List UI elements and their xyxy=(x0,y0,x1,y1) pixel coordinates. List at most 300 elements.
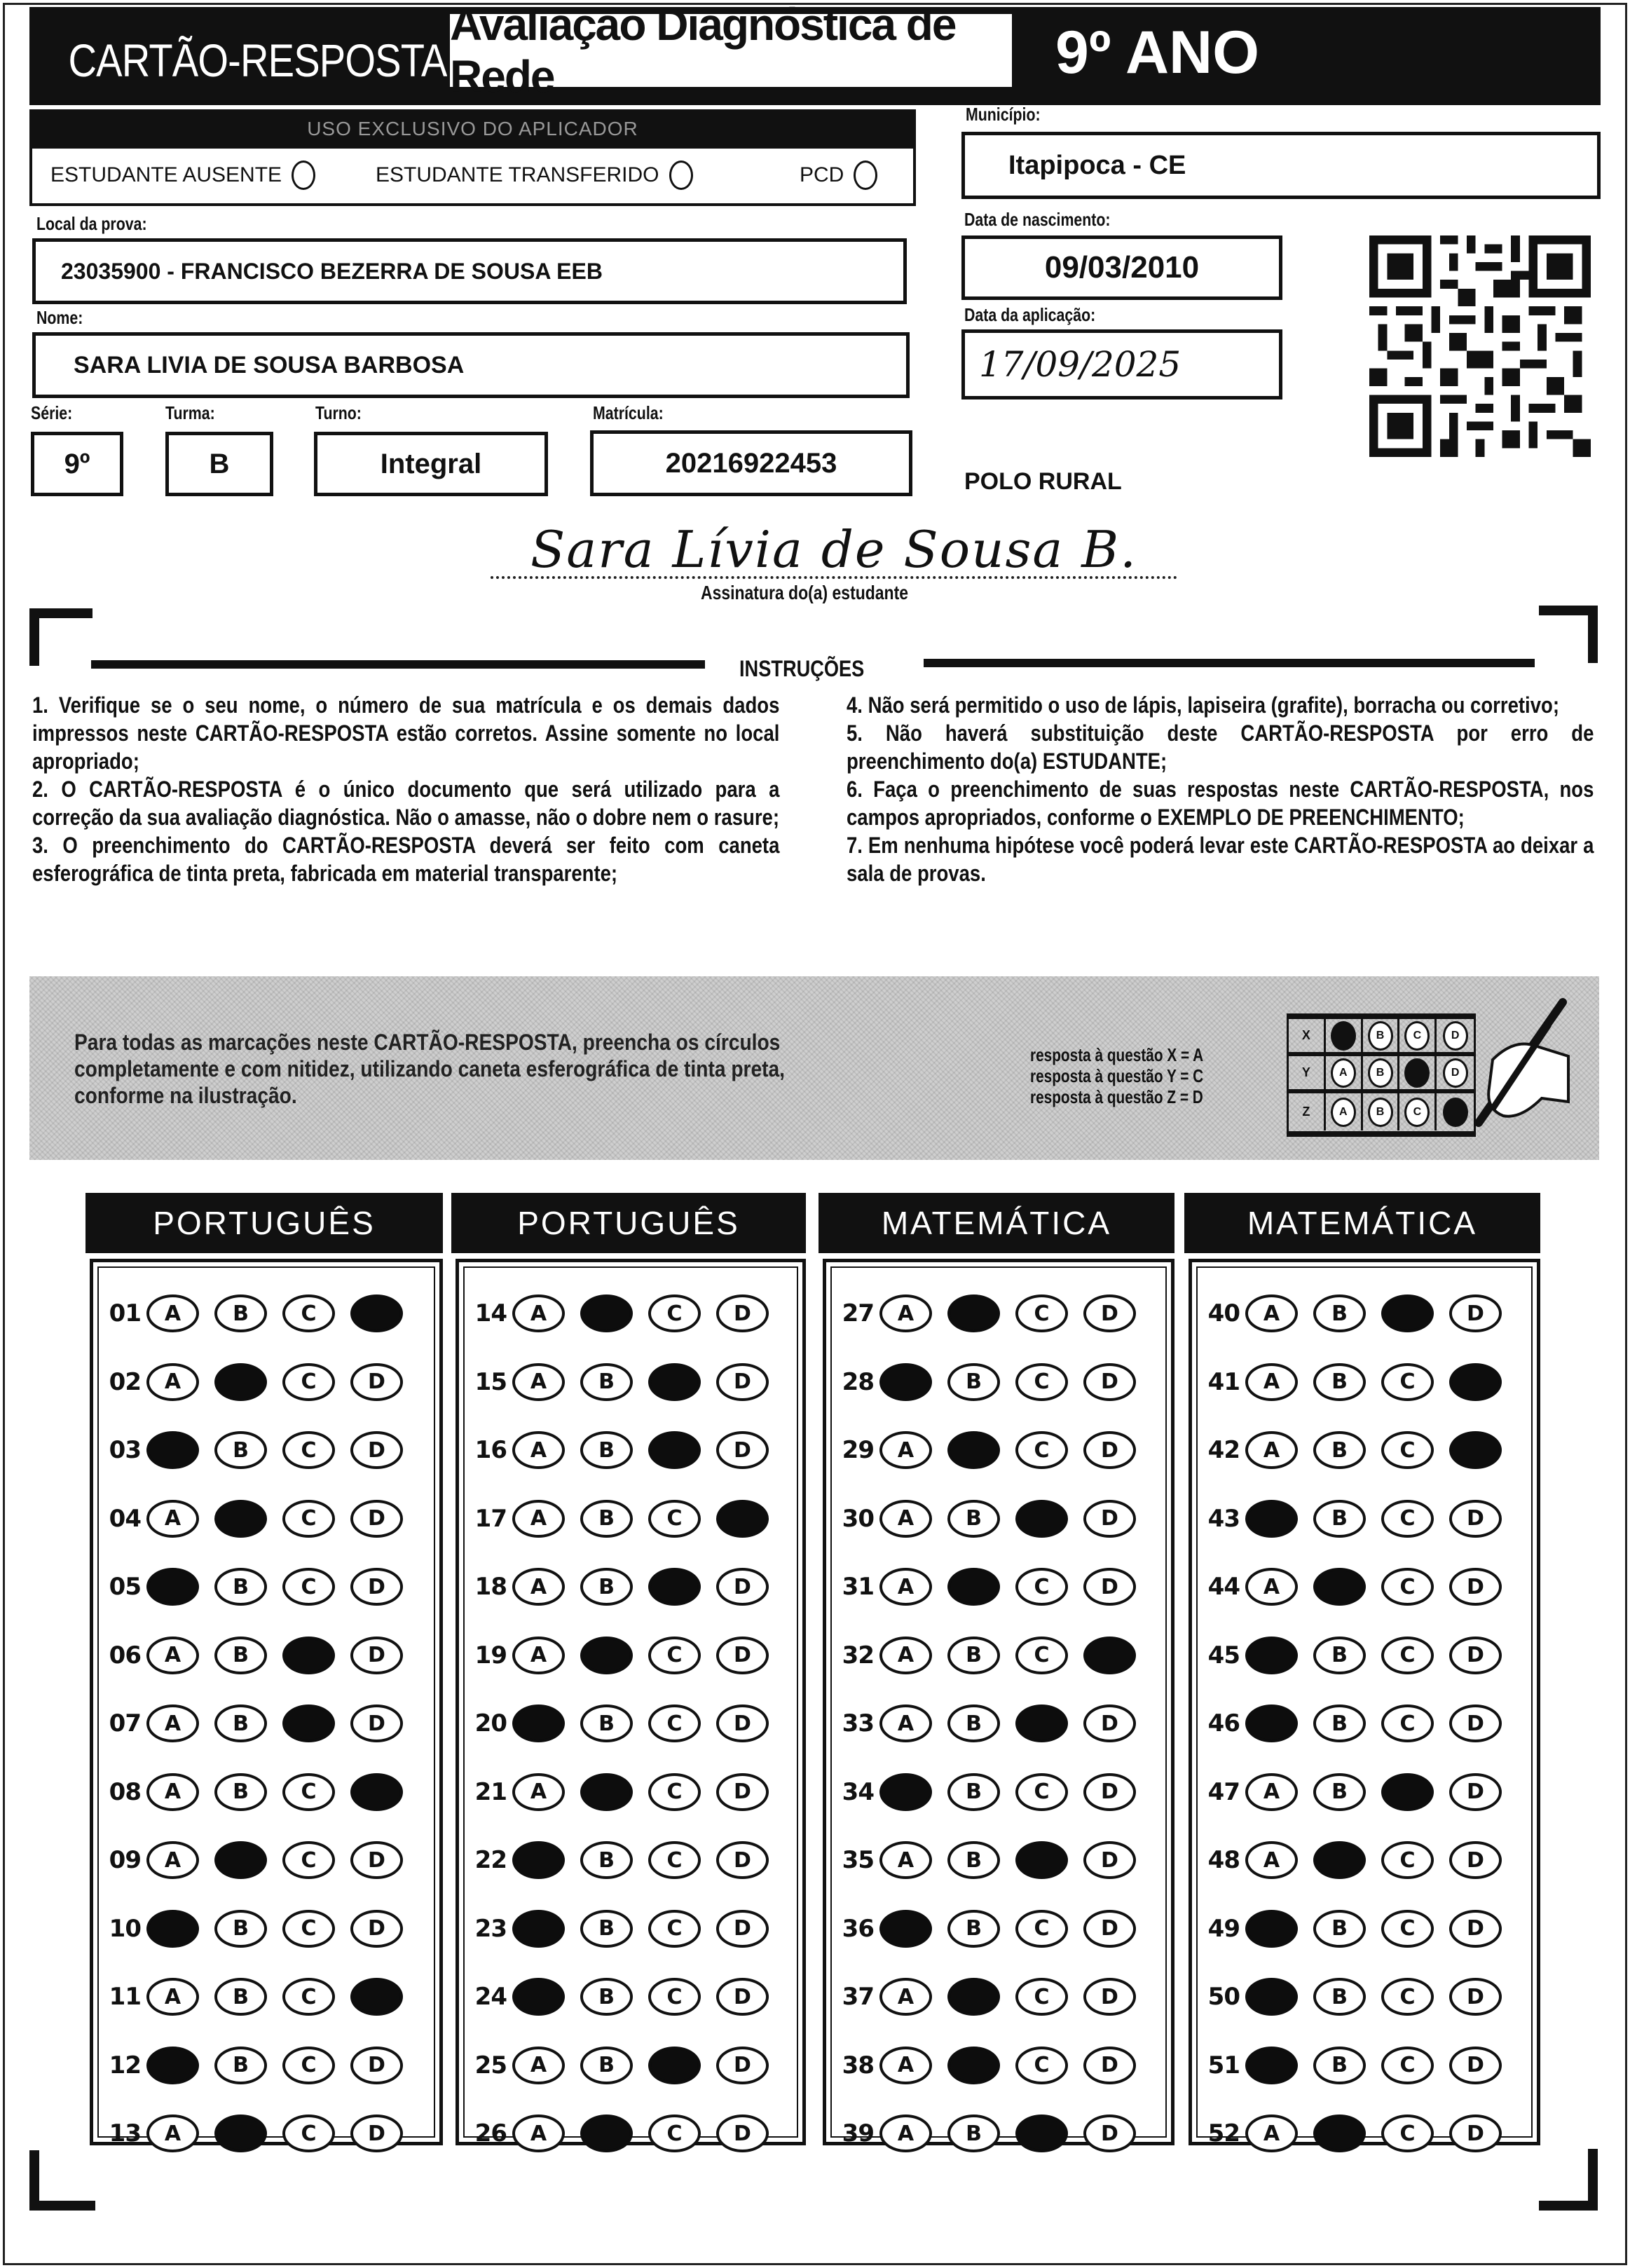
answer-bubble-a[interactable]: A xyxy=(512,1294,565,1332)
answer-bubble-a[interactable]: A xyxy=(1245,1841,1298,1879)
answer-bubble-d[interactable]: D xyxy=(1083,1841,1136,1879)
answer-bubble-b[interactable]: B xyxy=(1313,1637,1366,1674)
answer-bubble-c[interactable]: C xyxy=(1381,1363,1434,1401)
answer-bubble-b[interactable] xyxy=(947,1431,1000,1469)
exam-title: Avaliação Diagnóstica de Rede xyxy=(447,11,1015,90)
answer-bubble-a[interactable]: A xyxy=(146,1637,199,1674)
answer-row xyxy=(833,1426,1151,1475)
answer-bubble-b[interactable] xyxy=(214,2115,267,2152)
answer-bubble-d[interactable] xyxy=(350,1773,403,1811)
answer-bubble-a[interactable]: A xyxy=(146,1978,199,2016)
example-cell xyxy=(1363,1056,1400,1089)
answer-bubble-b[interactable]: B xyxy=(214,1978,267,2016)
question-number: 31 xyxy=(842,1573,874,1601)
answer-bubble-a[interactable]: A xyxy=(512,2047,565,2084)
answer-bubble-a[interactable]: A xyxy=(879,1500,932,1538)
answer-bubble-a[interactable]: A xyxy=(146,2115,199,2152)
answer-bubble-d[interactable]: D xyxy=(1083,1431,1136,1469)
corner-mark-top-left xyxy=(29,608,39,666)
answer-bubble-c[interactable]: C xyxy=(648,1841,701,1879)
answer-bubble-c[interactable]: C xyxy=(1381,1431,1434,1469)
answer-bubble-a[interactable]: A xyxy=(512,2115,565,2152)
answer-bubble-c[interactable] xyxy=(1015,2115,1068,2152)
answer-bubble-b[interactable] xyxy=(1313,2115,1366,2152)
answer-bubble-d[interactable]: D xyxy=(350,1431,403,1469)
answer-bubble-b[interactable] xyxy=(580,1294,633,1332)
answer-bubble-c[interactable]: C xyxy=(648,1500,701,1538)
question-number: 34 xyxy=(842,1777,874,1806)
example-cell xyxy=(1399,1019,1437,1052)
answer-bubble-c[interactable] xyxy=(1381,1773,1434,1811)
fill-example-text: Para todas as marcações neste CARTÃO-RESPOSTA, preencha os círculos completamente e com nitidez, utilizando caneta esferográfica de tinta preta, conforme na ilustração. xyxy=(74,1030,786,1108)
answer-bubble-b[interactable] xyxy=(947,1978,1000,2016)
answer-bubble-c[interactable] xyxy=(282,1705,335,1742)
answer-bubble-b[interactable] xyxy=(1313,1841,1366,1879)
answer-bubble-c[interactable] xyxy=(1015,1841,1068,1879)
answer-bubble-d[interactable]: D xyxy=(1083,1363,1136,1401)
answer-bubble-c[interactable]: C xyxy=(1015,1773,1068,1811)
answer-bubble-c[interactable]: C xyxy=(282,1841,335,1879)
answer-bubble-d[interactable]: D xyxy=(350,1568,403,1606)
answer-bubble-b[interactable]: B xyxy=(580,1431,633,1469)
answer-bubble-d[interactable]: D xyxy=(1083,2115,1136,2152)
answer-bubble-d[interactable]: D xyxy=(716,1363,769,1401)
answer-row xyxy=(1199,1426,1517,1475)
answer-bubble-c[interactable] xyxy=(1015,1500,1068,1538)
answer-bubble-a[interactable]: A xyxy=(146,1363,199,1401)
question-number: 01 xyxy=(109,1299,141,1327)
answer-grid-3 xyxy=(823,1259,1174,2145)
answer-bubble-a[interactable]: A xyxy=(512,1637,565,1674)
answer-bubble-d[interactable]: D xyxy=(1083,1705,1136,1742)
answer-row xyxy=(833,2109,1151,2158)
answer-bubble-d[interactable]: D xyxy=(716,1910,769,1948)
answer-bubble-d[interactable]: D xyxy=(716,2115,769,2152)
answer-bubble-c[interactable] xyxy=(648,2047,701,2084)
answer-bubble-d[interactable]: D xyxy=(1449,1500,1502,1538)
answer-row xyxy=(1199,1836,1517,1885)
answer-row xyxy=(833,1836,1151,1885)
option-pcd[interactable] xyxy=(800,160,877,190)
answer-bubble-a[interactable] xyxy=(879,1363,932,1401)
answer-bubble-c[interactable]: C xyxy=(1015,1910,1068,1948)
answer-bubble-d[interactable] xyxy=(1083,1637,1136,1674)
question-number: 33 xyxy=(842,1709,874,1737)
answer-bubble-b[interactable]: B xyxy=(947,2115,1000,2152)
answer-bubble-d[interactable]: D xyxy=(1449,2047,1502,2084)
answer-row xyxy=(100,2109,418,2158)
answer-bubble-b[interactable]: B xyxy=(214,1705,267,1742)
example-bubble-b: B xyxy=(1368,1058,1393,1088)
question-number: 20 xyxy=(474,1709,507,1737)
corner-mark-bottom-right xyxy=(1539,2201,1598,2211)
turma-label: Turma: xyxy=(165,402,215,423)
answer-bubble-a[interactable]: A xyxy=(146,1841,199,1879)
answer-bubble-b[interactable]: B xyxy=(214,1910,267,1948)
answer-bubble-c[interactable]: C xyxy=(1381,2047,1434,2084)
municipio-label: Município: xyxy=(966,104,1041,125)
answer-bubble-d[interactable]: D xyxy=(350,2047,403,2084)
answer-row xyxy=(1199,1972,1517,2021)
answer-row xyxy=(100,1904,418,1953)
answer-bubble-b[interactable]: B xyxy=(947,1910,1000,1948)
turno-value: Integral xyxy=(380,448,482,479)
answer-grid-1 xyxy=(90,1259,443,2145)
answer-bubble-a[interactable]: A xyxy=(146,1705,199,1742)
subject-header-3: MATEMÁTICA xyxy=(819,1193,1174,1253)
answer-bubble-a[interactable]: A xyxy=(1245,1568,1298,1606)
answer-bubble-b[interactable]: B xyxy=(1313,1773,1366,1811)
subject-header-1: PORTUGUÊS xyxy=(85,1193,443,1253)
answer-bubble-c[interactable]: C xyxy=(282,2047,335,2084)
answer-bubble-a[interactable]: A xyxy=(146,1294,199,1332)
instruction-item: 1. Verifique se o seu nome, o número de sua matrícula e os demais dados impressos neste CARTÃO-RESPOSTA estão corretos. Assine somente no local apropriado; xyxy=(32,692,780,774)
answer-bubble-c[interactable]: C xyxy=(1015,1637,1068,1674)
answer-bubble-a[interactable] xyxy=(512,1841,565,1879)
answer-bubble-b[interactable] xyxy=(580,1637,633,1674)
answer-bubble-c[interactable] xyxy=(282,1637,335,1674)
answer-bubble-c[interactable]: C xyxy=(282,1294,335,1332)
instructions-left-column xyxy=(32,691,779,887)
question-number: 49 xyxy=(1207,1914,1240,1943)
answer-bubble-d[interactable]: D xyxy=(716,1978,769,2016)
question-number: 09 xyxy=(109,1846,141,1874)
answer-bubble-d[interactable] xyxy=(1449,1431,1502,1469)
answer-bubble-c[interactable]: C xyxy=(1015,1978,1068,2016)
answer-bubble-b[interactable]: B xyxy=(580,1978,633,2016)
question-number: 38 xyxy=(842,2051,874,2079)
answer-bubble-a[interactable]: A xyxy=(879,1705,932,1742)
answer-bubble-b[interactable]: B xyxy=(214,1637,267,1674)
answer-bubble-a[interactable] xyxy=(146,1568,199,1606)
answer-bubble-b[interactable]: B xyxy=(1313,1705,1366,1742)
answer-bubble-a[interactable]: A xyxy=(879,1294,932,1332)
answer-bubble-b[interactable]: B xyxy=(1313,1363,1366,1401)
answer-bubble-a[interactable]: A xyxy=(879,2115,932,2152)
absent-radio[interactable] xyxy=(292,160,315,190)
answer-bubble-c[interactable] xyxy=(648,1431,701,1469)
municipio-value: Itapipoca - CE xyxy=(1008,150,1186,180)
option-label: ESTUDANTE TRANSFERIDO xyxy=(376,163,659,186)
answer-bubble-b[interactable] xyxy=(1313,1568,1366,1606)
question-number: 50 xyxy=(1207,1983,1240,2011)
answer-bubble-b[interactable]: B xyxy=(947,1705,1000,1742)
answer-bubble-d[interactable]: D xyxy=(716,1294,769,1332)
answer-bubble-a[interactable] xyxy=(512,1705,565,1742)
answer-bubble-b[interactable] xyxy=(214,1500,267,1538)
instructions-title: INSTRUÇÕES xyxy=(739,656,865,681)
answer-bubble-a[interactable] xyxy=(1245,1910,1298,1948)
answer-bubble-d[interactable]: D xyxy=(1449,1568,1502,1606)
answer-bubble-b[interactable]: B xyxy=(1313,1500,1366,1538)
answer-bubble-c[interactable]: C xyxy=(1015,1431,1068,1469)
answer-bubble-d[interactable] xyxy=(1449,1363,1502,1401)
question-number: 39 xyxy=(842,2119,874,2147)
pcd-radio[interactable] xyxy=(854,160,877,190)
answer-bubble-d[interactable]: D xyxy=(1449,1705,1502,1742)
answer-bubble-b[interactable] xyxy=(947,1568,1000,1606)
answer-bubble-a[interactable] xyxy=(1245,1637,1298,1674)
answer-bubble-c[interactable]: C xyxy=(282,1363,335,1401)
answer-bubble-d[interactable]: D xyxy=(1083,1500,1136,1538)
answer-bubble-c[interactable]: C xyxy=(1381,2115,1434,2152)
answer-row xyxy=(833,1631,1151,1680)
answer-bubble-a[interactable]: A xyxy=(879,2047,932,2084)
question-number: 30 xyxy=(842,1504,874,1533)
answer-bubble-c[interactable]: C xyxy=(648,1294,701,1332)
answer-bubble-b[interactable] xyxy=(214,1841,267,1879)
answer-bubble-b[interactable]: B xyxy=(947,1363,1000,1401)
option-estudante-transferido[interactable] xyxy=(376,160,693,190)
example-row xyxy=(1289,1093,1474,1130)
answer-bubble-a[interactable]: A xyxy=(1245,2115,1298,2152)
answer-bubble-c[interactable] xyxy=(648,1568,701,1606)
answer-bubble-c[interactable] xyxy=(648,1363,701,1401)
answer-bubble-d[interactable]: D xyxy=(1083,1773,1136,1811)
answer-bubble-b[interactable]: B xyxy=(1313,1910,1366,1948)
answer-bubble-a[interactable]: A xyxy=(512,1431,565,1469)
answer-bubble-d[interactable] xyxy=(350,1978,403,2016)
example-cell xyxy=(1399,1056,1437,1089)
answer-row xyxy=(466,1699,784,1748)
answer-bubble-a[interactable]: A xyxy=(1245,1363,1298,1401)
legend-line: resposta à questão X = A xyxy=(1030,1044,1204,1065)
answer-bubble-d[interactable]: D xyxy=(1083,1978,1136,2016)
answer-bubble-b[interactable]: B xyxy=(1313,1978,1366,2016)
example-row xyxy=(1289,1056,1474,1093)
answer-bubble-d[interactable] xyxy=(350,1294,403,1332)
answer-bubble-d[interactable]: D xyxy=(716,1705,769,1742)
answer-bubble-b[interactable]: B xyxy=(580,1500,633,1538)
answer-bubble-c[interactable]: C xyxy=(282,1978,335,2016)
answer-bubble-c[interactable]: C xyxy=(1381,1500,1434,1538)
answer-row xyxy=(100,1972,418,2021)
answer-bubble-c[interactable]: C xyxy=(648,1978,701,2016)
answer-bubble-b[interactable]: B xyxy=(1313,2047,1366,2084)
answer-bubble-a[interactable] xyxy=(1245,1705,1298,1742)
instruction-item: 2. O CARTÃO-RESPOSTA é o único documento que será utilizado para a correção da sua avaliação diagnóstica. Não o amasse, não o dobre nem o rasure; xyxy=(32,777,780,830)
example-bubble-a: A xyxy=(1331,1098,1356,1127)
serie-field xyxy=(31,432,123,496)
answer-bubble-a[interactable]: A xyxy=(512,1500,565,1538)
answer-bubble-d[interactable]: D xyxy=(716,1637,769,1674)
answer-bubble-c[interactable]: C xyxy=(1381,1705,1434,1742)
question-number: 08 xyxy=(109,1777,141,1806)
answer-row xyxy=(100,1426,418,1475)
answer-bubble-d[interactable]: D xyxy=(1449,2115,1502,2152)
answer-bubble-d[interactable]: D xyxy=(350,1500,403,1538)
answer-row xyxy=(1199,1768,1517,1817)
answer-bubble-d[interactable]: D xyxy=(1083,1294,1136,1332)
answer-bubble-c[interactable]: C xyxy=(282,1500,335,1538)
option-estudante-ausente[interactable] xyxy=(50,160,315,190)
answer-bubble-a[interactable] xyxy=(512,1910,565,1948)
answer-bubble-b[interactable] xyxy=(947,1294,1000,1332)
example-cell xyxy=(1399,1093,1437,1130)
answer-bubble-b[interactable]: B xyxy=(580,1363,633,1401)
question-number: 35 xyxy=(842,1846,874,1874)
answer-bubble-a[interactable]: A xyxy=(1245,1294,1298,1332)
answer-bubble-b[interactable]: B xyxy=(947,1841,1000,1879)
answer-bubble-b[interactable]: B xyxy=(580,1568,633,1606)
answer-bubble-a[interactable] xyxy=(146,1910,199,1948)
answer-bubble-d[interactable] xyxy=(716,1500,769,1538)
question-number: 02 xyxy=(109,1367,141,1396)
answer-row xyxy=(833,1562,1151,1611)
answer-bubble-d[interactable]: D xyxy=(1449,1910,1502,1948)
answer-bubble-c[interactable]: C xyxy=(648,1773,701,1811)
local-field xyxy=(32,238,907,304)
answer-bubble-c[interactable]: C xyxy=(648,1910,701,1948)
example-question-label: Z xyxy=(1289,1093,1326,1130)
answer-bubble-a[interactable]: A xyxy=(512,1568,565,1606)
answer-bubble-d[interactable]: D xyxy=(1083,1910,1136,1948)
answer-bubble-d[interactable]: D xyxy=(716,2047,769,2084)
answer-bubble-a[interactable]: A xyxy=(146,1773,199,1811)
answer-bubble-a[interactable] xyxy=(879,1773,932,1811)
answer-bubble-c[interactable]: C xyxy=(1381,1637,1434,1674)
answer-bubble-b[interactable]: B xyxy=(214,1294,267,1332)
answer-bubble-a[interactable]: A xyxy=(512,1773,565,1811)
aplicacao-value: 17/09/2025 xyxy=(979,344,1182,385)
answer-bubble-c[interactable]: C xyxy=(282,1773,335,1811)
answer-bubble-a[interactable]: A xyxy=(879,1841,932,1879)
answer-bubble-a[interactable] xyxy=(146,1431,199,1469)
answer-bubble-d[interactable]: D xyxy=(350,1363,403,1401)
answer-row xyxy=(833,1972,1151,2021)
question-number: 47 xyxy=(1207,1777,1240,1806)
answer-bubble-c[interactable]: C xyxy=(1015,1294,1068,1332)
answer-bubble-a[interactable]: A xyxy=(879,1978,932,2016)
answer-bubble-d[interactable]: D xyxy=(1449,1294,1502,1332)
example-row xyxy=(1289,1019,1474,1056)
answer-row xyxy=(1199,1699,1517,1748)
question-number: 10 xyxy=(109,1914,141,1943)
answer-bubble-a[interactable]: A xyxy=(1245,1431,1298,1469)
answer-bubble-c[interactable] xyxy=(1381,1294,1434,1332)
answer-bubble-d[interactable]: D xyxy=(1083,2047,1136,2084)
hand-with-pen-icon xyxy=(1465,997,1570,1137)
answer-bubble-d[interactable]: D xyxy=(350,1910,403,1948)
answer-bubble-b[interactable]: B xyxy=(947,1637,1000,1674)
answer-bubble-a[interactable] xyxy=(512,1978,565,2016)
question-number: 15 xyxy=(474,1367,507,1396)
answer-bubble-d[interactable]: D xyxy=(1083,1568,1136,1606)
answer-bubble-c[interactable]: C xyxy=(1381,1841,1434,1879)
question-number: 45 xyxy=(1207,1641,1240,1669)
answer-bubble-b[interactable]: B xyxy=(580,1910,633,1948)
answer-bubble-c[interactable]: C xyxy=(282,2115,335,2152)
answer-bubble-c[interactable]: C xyxy=(1015,2047,1068,2084)
answer-bubble-d[interactable]: D xyxy=(1449,1841,1502,1879)
signature-caption: Assinatura do(a) estudante xyxy=(701,582,908,603)
answer-bubble-d[interactable]: D xyxy=(1449,1773,1502,1811)
signature-line[interactable] xyxy=(491,576,1177,579)
answer-bubble-a[interactable] xyxy=(1245,1978,1298,2016)
answer-bubble-b[interactable]: B xyxy=(214,1431,267,1469)
answer-bubble-b[interactable] xyxy=(947,2047,1000,2084)
answer-bubble-b[interactable] xyxy=(214,1363,267,1401)
answer-bubble-b[interactable]: B xyxy=(947,1500,1000,1538)
answer-bubble-d[interactable]: D xyxy=(350,1841,403,1879)
answer-bubble-a[interactable]: A xyxy=(512,1363,565,1401)
answer-bubble-d[interactable]: D xyxy=(716,1841,769,1879)
answer-bubble-a[interactable]: A xyxy=(1245,1773,1298,1811)
answer-bubble-d[interactable]: D xyxy=(716,1431,769,1469)
answer-bubble-c[interactable]: C xyxy=(648,1705,701,1742)
answer-bubble-b[interactable]: B xyxy=(580,2047,633,2084)
question-number: 24 xyxy=(474,1983,507,2011)
answer-bubble-c[interactable]: C xyxy=(282,1431,335,1469)
instructions-rule-left xyxy=(91,660,705,669)
answer-bubble-c[interactable]: C xyxy=(648,2115,701,2152)
answer-row xyxy=(833,1494,1151,1543)
answer-row xyxy=(1199,1289,1517,1338)
answer-bubble-c[interactable]: C xyxy=(1015,1363,1068,1401)
answer-bubble-a[interactable] xyxy=(1245,1500,1298,1538)
question-number: 06 xyxy=(109,1641,141,1669)
answer-row xyxy=(1199,1631,1517,1680)
answer-bubble-c[interactable]: C xyxy=(1381,1978,1434,2016)
answer-bubble-c[interactable]: C xyxy=(1381,1910,1434,1948)
answer-bubble-d[interactable]: D xyxy=(1449,1978,1502,2016)
instruction-item: 4. Não será permitido o uso de lápis, lapiseira (grafite), borracha ou corretivo; xyxy=(847,692,1559,718)
answer-bubble-d[interactable]: D xyxy=(716,1773,769,1811)
answer-bubble-d[interactable]: D xyxy=(350,2115,403,2152)
answer-bubble-d[interactable]: D xyxy=(1449,1637,1502,1674)
example-cell xyxy=(1326,1093,1363,1130)
answer-bubble-b[interactable]: B xyxy=(1313,1431,1366,1469)
answer-bubble-b[interactable]: B xyxy=(580,1705,633,1742)
answer-bubble-d[interactable]: D xyxy=(350,1705,403,1742)
answer-bubble-c[interactable] xyxy=(1015,1705,1068,1742)
question-number: 28 xyxy=(842,1367,874,1396)
answer-bubble-a[interactable]: A xyxy=(146,1500,199,1538)
answer-bubble-b[interactable]: B xyxy=(580,1841,633,1879)
answer-bubble-b[interactable]: B xyxy=(214,2047,267,2084)
legend-line: resposta à questão Z = D xyxy=(1030,1086,1203,1107)
answer-bubble-c[interactable]: C xyxy=(282,1910,335,1948)
answer-bubble-b[interactable]: B xyxy=(1313,1294,1366,1332)
answer-bubble-a[interactable]: A xyxy=(879,1431,932,1469)
aplicacao-field[interactable] xyxy=(961,329,1282,399)
signature-handwritten: Sara Lívia de Sousa B. xyxy=(530,520,1138,579)
answer-row xyxy=(100,1289,418,1338)
answer-bubble-b[interactable] xyxy=(580,1773,633,1811)
answer-bubble-a[interactable]: A xyxy=(879,1637,932,1674)
answer-bubble-a[interactable] xyxy=(146,2047,199,2084)
answer-bubble-a[interactable]: A xyxy=(879,1568,932,1606)
answer-bubble-c[interactable]: C xyxy=(648,1637,701,1674)
question-number: 23 xyxy=(474,1914,507,1943)
answer-bubble-c[interactable]: C xyxy=(1381,1568,1434,1606)
answer-bubble-d[interactable]: D xyxy=(716,1568,769,1606)
answer-bubble-b[interactable]: B xyxy=(214,1773,267,1811)
polo-label: POLO RURAL xyxy=(964,468,1122,495)
answer-bubble-b[interactable]: B xyxy=(947,1773,1000,1811)
example-bubble-b: B xyxy=(1368,1021,1393,1051)
answer-bubble-b[interactable] xyxy=(580,2115,633,2152)
answer-bubble-a[interactable] xyxy=(1245,2047,1298,2084)
answer-row xyxy=(466,2109,784,2158)
answer-bubble-a[interactable] xyxy=(879,1910,932,1948)
answer-bubble-d[interactable]: D xyxy=(350,1637,403,1674)
answer-bubble-b[interactable]: B xyxy=(214,1568,267,1606)
answer-bubble-c[interactable]: C xyxy=(282,1568,335,1606)
answer-bubble-c[interactable]: C xyxy=(1015,1568,1068,1606)
instruction-item: 5. Não haverá substituição deste CARTÃO-RESPOSTA por erro de preenchimento do(a) ESTUDANTE; xyxy=(847,720,1594,774)
transferred-radio[interactable] xyxy=(669,160,693,190)
